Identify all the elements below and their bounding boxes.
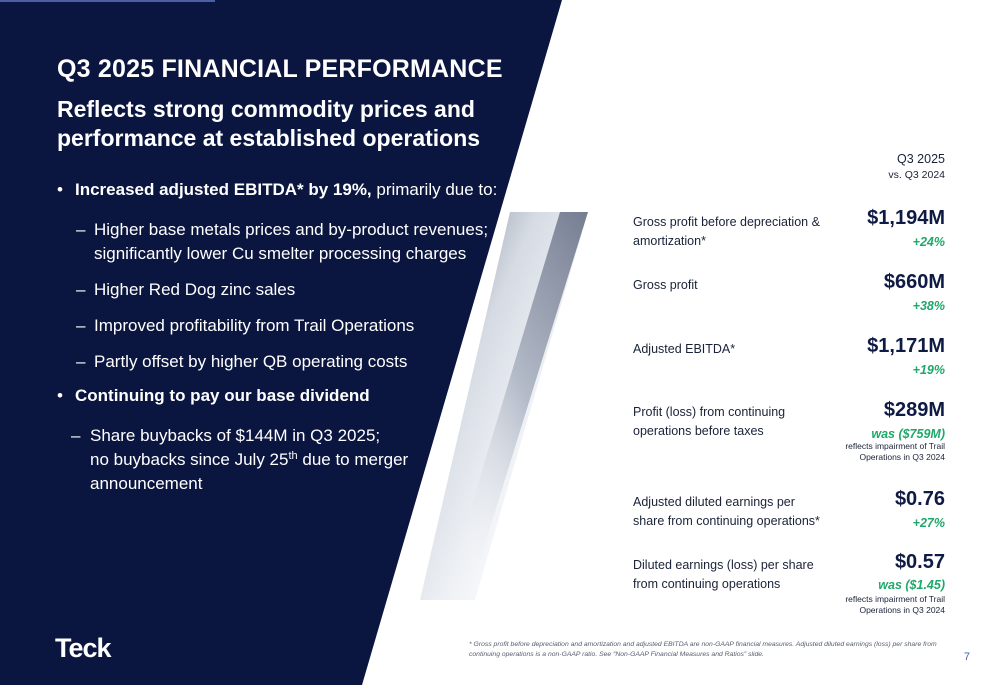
metric-value: $0.76 [894,488,945,510]
buyback-text-rest: due to merger announcement [90,450,409,493]
bullet-dividend-bold: Continuing to pay our base dividend [75,386,370,405]
metric-value: $289M [883,399,945,421]
metric-label: Diluted earnings (loss) per share from continuing operations [633,558,814,591]
metric-label: Profit (loss) from continuing operations before taxes [633,405,786,438]
metric-change: +38% [912,299,945,313]
metric-change: +19% [912,363,945,377]
superscript-th: th [288,450,298,462]
sub-bullet-text: Higher Red Dog zinc sales [94,280,296,299]
column-header [888,150,945,183]
buyback-text: no buybacks since July 25 [90,450,289,469]
dash-marker: – [71,426,81,445]
metric-label: Adjusted EBITDA* [633,342,736,356]
column-header-comparison: vs. Q3 2024 [888,169,945,181]
sub-bullet-text: Improved profitability from Trail Operations [94,316,415,335]
metric-note: reflects impairment of Trail Operations in Q3 2024 [845,594,945,615]
dash-marker: – [76,316,86,335]
teck-logo: Teck [55,633,111,663]
metric-value: $1,194M [867,207,945,229]
buyback-line-1: Share buybacks of $144M in Q3 2025; [90,426,381,445]
dash-marker: – [76,220,86,239]
page-number: 7 [963,651,970,663]
metric-label: Gross profit before depreciation & amortization* [633,215,820,248]
bullet-ebitda-rest: primarily due to: [371,180,498,199]
bullet-ebitda-bold: Increased adjusted EBITDA* by 19%, [75,180,372,199]
sub-bullet-text [90,424,440,496]
sub-bullet-text: Partly offset by higher QB operating costs [94,352,408,371]
top-accent-line [0,0,215,2]
buyback-line-2 [90,448,440,496]
metric-change: +24% [912,235,945,249]
metric-note: reflects impairment of Trail Operations in Q3 2024 [845,441,945,462]
metric-value: $660M [883,271,945,293]
metric-change: was ($1.45) [878,578,945,592]
page-subtitle: Reflects strong commodity prices and performance at established operations [57,96,481,151]
bullet-marker: • [57,180,63,199]
metric-value: $0.57 [894,551,945,573]
bullet-ebitda [57,180,497,200]
metric-label: Adjusted diluted earnings per share from continuing operations* [633,495,820,528]
page-title: Q3 2025 FINANCIAL PERFORMANCE [57,55,503,83]
sub-bullet-text: Higher base metals prices and by-product revenues; significantly lower Cu smelter processing charges [94,220,489,263]
bullet-marker: • [57,386,63,405]
metric-change: +27% [912,516,945,530]
dash-marker: – [76,352,86,371]
column-header-period: Q3 2025 [897,152,945,166]
dash-marker: – [76,280,86,299]
bullet-dividend [57,386,370,406]
metric-value: $1,171M [867,335,945,357]
footnote: * Gross profit before depreciation and amortization and adjusted EBITDA are non-GAAP financial measures. Adjusted diluted earnings (loss) per share from continuing operations is a non-GAAP ratio. See “Non-GAAP Financial Measures and Ratios” slide. [469,641,937,658]
metric-change: was ($759M) [871,427,945,441]
metric-label: Gross profit [633,278,698,292]
